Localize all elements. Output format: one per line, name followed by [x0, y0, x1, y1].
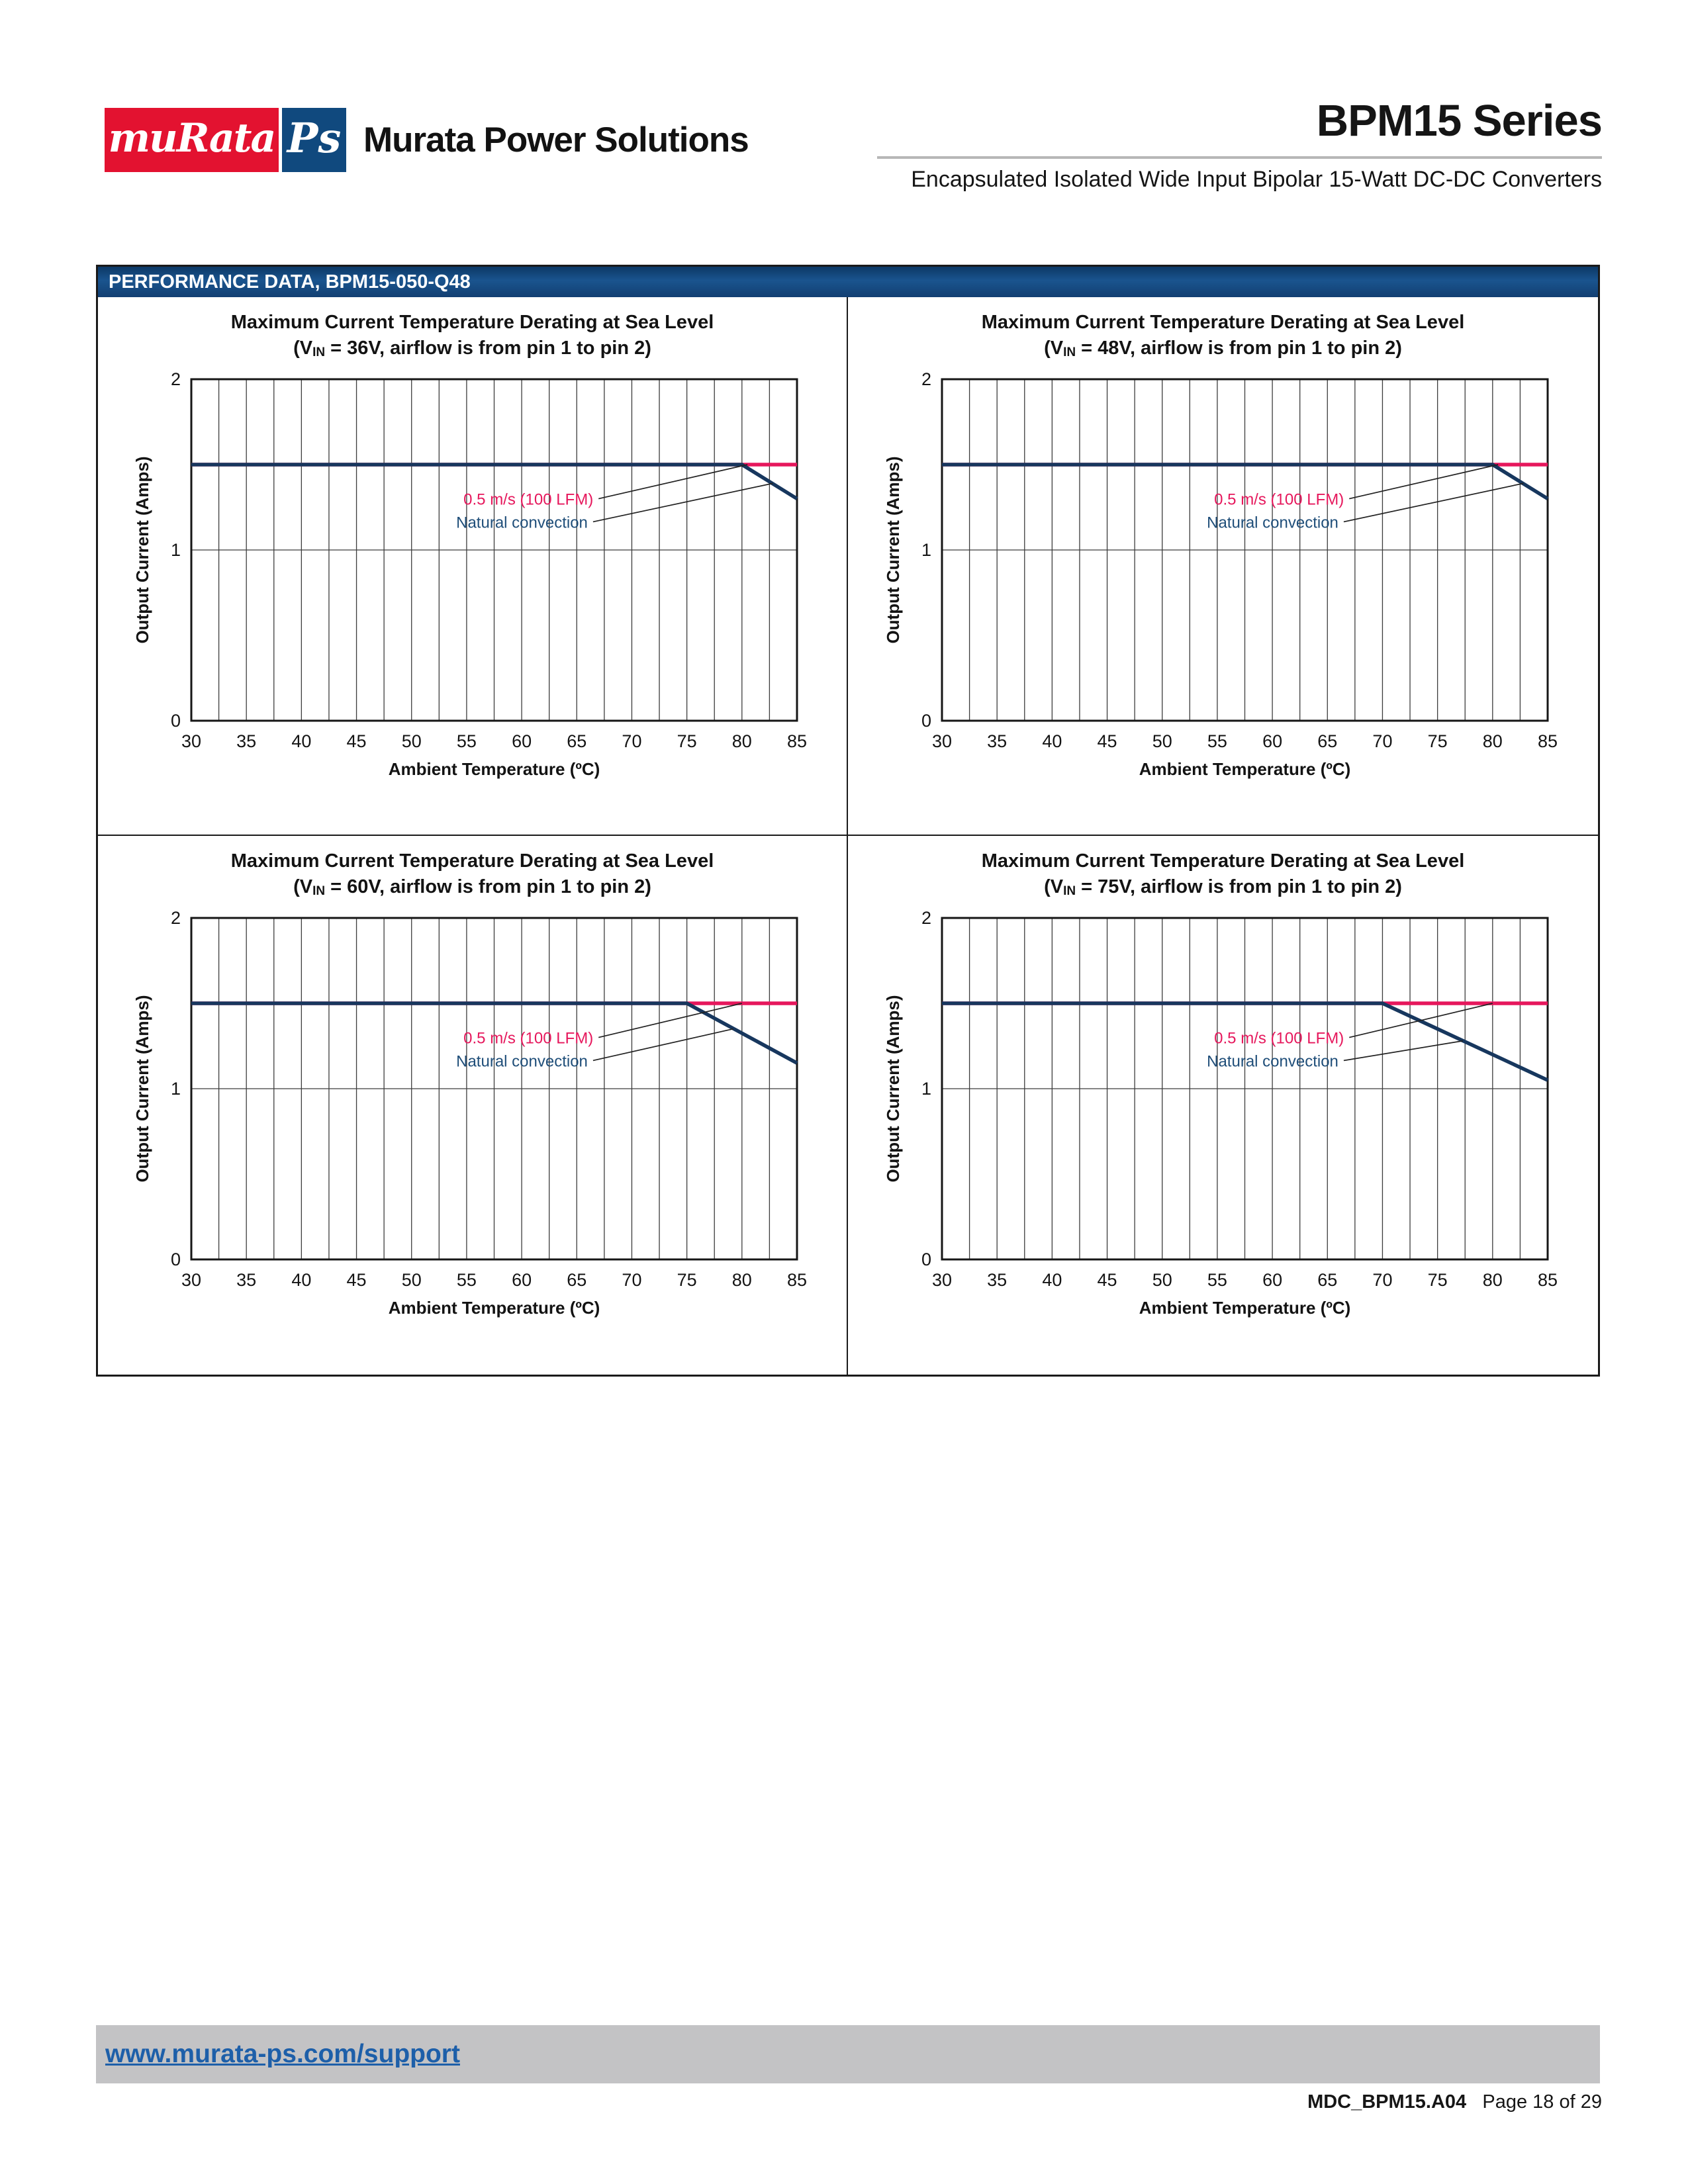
svg-text:70: 70	[621, 731, 641, 751]
company-name: Murata Power Solutions	[363, 120, 749, 159]
svg-text:Ambient Temperature (ºC): Ambient Temperature (ºC)	[388, 759, 600, 779]
svg-text:Output Current (Amps): Output Current (Amps)	[132, 995, 152, 1183]
ps-logo	[282, 108, 346, 172]
page-number: Page 18 of 29	[1482, 2091, 1602, 2113]
murata-logo-text: muRata	[108, 114, 275, 161]
svg-text:75: 75	[677, 731, 697, 751]
murata-logo	[105, 108, 279, 172]
derating-chart-60v	[128, 909, 817, 1319]
svg-text:Output Current (Amps): Output Current (Amps)	[132, 456, 152, 644]
svg-text:Natural convection: Natural convection	[1206, 1052, 1338, 1071]
svg-text:35: 35	[236, 731, 256, 751]
svg-text:Natural convection: Natural convection	[455, 514, 588, 532]
page-subtitle: Encapsulated Isolated Wide Input Bipolar 15-Watt DC-DC Converters	[911, 167, 1602, 192]
svg-text:80: 80	[731, 1270, 752, 1290]
svg-text:70: 70	[1372, 731, 1392, 751]
ps-logo-text: Ps	[287, 114, 342, 162]
derating-chart-48v	[879, 370, 1568, 780]
svg-text:40: 40	[291, 1270, 311, 1290]
header-divider	[877, 156, 1602, 159]
svg-text:85: 85	[786, 731, 807, 751]
svg-text:55: 55	[456, 1270, 477, 1290]
vin-subscript: IN	[312, 345, 326, 359]
svg-text:0.5 m/s (100 LFM): 0.5 m/s (100 LFM)	[1213, 490, 1344, 509]
derating-chart-36v	[128, 370, 817, 780]
page-title: BPM15 Series	[1316, 96, 1602, 146]
panel-header-bar	[98, 267, 1598, 297]
svg-text:40: 40	[1041, 1270, 1062, 1290]
svg-text:65: 65	[1317, 731, 1337, 751]
svg-text:30: 30	[181, 1270, 201, 1290]
svg-text:50: 50	[401, 1270, 422, 1290]
svg-text:65: 65	[566, 731, 586, 751]
svg-text:35: 35	[986, 731, 1007, 751]
svg-text:75: 75	[1427, 1270, 1448, 1290]
svg-text:45: 45	[1097, 1270, 1117, 1290]
chart-grid	[98, 297, 1598, 1375]
svg-text:2: 2	[921, 370, 931, 389]
svg-text:80: 80	[731, 731, 752, 751]
support-link[interactable]: www.murata-ps.com/support	[105, 2040, 460, 2068]
chart-title: Maximum Current Temperature Derating at Sea Level	[981, 312, 1465, 333]
svg-text:55: 55	[1207, 731, 1227, 751]
svg-text:75: 75	[1427, 731, 1448, 751]
svg-text:85: 85	[786, 1270, 807, 1290]
panel-title: PERFORMANCE DATA, BPM15-050-Q48	[109, 271, 471, 293]
svg-text:55: 55	[1207, 1270, 1227, 1290]
svg-text:30: 30	[181, 731, 201, 751]
svg-text:2: 2	[170, 909, 181, 928]
svg-text:1: 1	[921, 1079, 931, 1099]
svg-text:30: 30	[931, 1270, 952, 1290]
svg-text:50: 50	[1152, 731, 1172, 751]
svg-text:85: 85	[1537, 731, 1558, 751]
svg-text:30: 30	[931, 731, 952, 751]
svg-text:75: 75	[677, 1270, 697, 1290]
svg-text:40: 40	[291, 731, 311, 751]
chart-title: Maximum Current Temperature Derating at Sea Level	[230, 312, 714, 333]
svg-text:Ambient Temperature (ºC): Ambient Temperature (ºC)	[388, 1298, 600, 1318]
svg-text:60: 60	[1262, 1270, 1282, 1290]
chart-title: Maximum Current Temperature Derating at Sea Level	[230, 850, 714, 872]
vin-subscript: IN	[312, 884, 326, 898]
svg-text:2: 2	[921, 909, 931, 928]
footer-bar	[96, 2025, 1600, 2083]
svg-text:Natural convection: Natural convection	[455, 1052, 588, 1071]
svg-text:45: 45	[346, 731, 367, 751]
svg-text:55: 55	[456, 731, 477, 751]
svg-text:35: 35	[986, 1270, 1007, 1290]
svg-text:Natural convection: Natural convection	[1206, 514, 1338, 532]
chart-quadrant-36v	[98, 297, 848, 836]
chart-subtitle: (VIN = 75V, airflow is from pin 1 to pin 2)	[1044, 876, 1402, 898]
svg-text:35: 35	[236, 1270, 256, 1290]
svg-text:40: 40	[1041, 731, 1062, 751]
chart-quadrant-75v	[848, 836, 1598, 1375]
chart-subtitle: (VIN = 48V, airflow is from pin 1 to pin 2)	[1044, 338, 1402, 359]
chart-subtitle: (VIN = 36V, airflow is from pin 1 to pin 2)	[293, 338, 651, 359]
chart-quadrant-48v	[848, 297, 1598, 836]
header-logo-group	[105, 108, 749, 172]
svg-text:50: 50	[401, 731, 422, 751]
svg-text:0.5 m/s (100 LFM): 0.5 m/s (100 LFM)	[1213, 1029, 1344, 1048]
svg-text:60: 60	[1262, 731, 1282, 751]
svg-text:45: 45	[1097, 731, 1117, 751]
vin-subscript: IN	[1063, 345, 1076, 359]
chart-quadrant-60v	[98, 836, 848, 1375]
svg-text:2: 2	[170, 370, 181, 389]
svg-text:0: 0	[921, 711, 931, 731]
svg-text:Output Current (Amps): Output Current (Amps)	[882, 456, 903, 644]
svg-text:60: 60	[511, 731, 532, 751]
svg-text:1: 1	[170, 540, 181, 560]
svg-text:70: 70	[621, 1270, 641, 1290]
svg-text:Output Current (Amps): Output Current (Amps)	[882, 995, 903, 1183]
svg-text:80: 80	[1482, 1270, 1503, 1290]
derating-chart-75v	[879, 909, 1568, 1319]
performance-data-panel	[96, 265, 1600, 1377]
svg-text:45: 45	[346, 1270, 367, 1290]
svg-text:65: 65	[1317, 1270, 1337, 1290]
svg-text:0: 0	[921, 1250, 931, 1269]
chart-title: Maximum Current Temperature Derating at Sea Level	[981, 850, 1465, 872]
svg-text:0: 0	[170, 1250, 181, 1269]
svg-text:65: 65	[566, 1270, 586, 1290]
svg-text:85: 85	[1537, 1270, 1558, 1290]
svg-text:Ambient Temperature (ºC): Ambient Temperature (ºC)	[1139, 759, 1350, 779]
svg-text:1: 1	[170, 1079, 181, 1099]
footer-meta	[1307, 2091, 1602, 2113]
svg-text:50: 50	[1152, 1270, 1172, 1290]
chart-subtitle: (VIN = 60V, airflow is from pin 1 to pin 2)	[293, 876, 651, 898]
svg-text:80: 80	[1482, 731, 1503, 751]
svg-text:0.5 m/s (100 LFM): 0.5 m/s (100 LFM)	[463, 490, 593, 509]
svg-text:0: 0	[170, 711, 181, 731]
svg-text:70: 70	[1372, 1270, 1392, 1290]
vin-subscript: IN	[1063, 884, 1076, 898]
doc-code: MDC_BPM15.A04	[1307, 2091, 1467, 2113]
svg-text:0.5 m/s (100 LFM): 0.5 m/s (100 LFM)	[463, 1029, 593, 1048]
svg-text:60: 60	[511, 1270, 532, 1290]
svg-text:Ambient Temperature (ºC): Ambient Temperature (ºC)	[1139, 1298, 1350, 1318]
svg-text:1: 1	[921, 540, 931, 560]
